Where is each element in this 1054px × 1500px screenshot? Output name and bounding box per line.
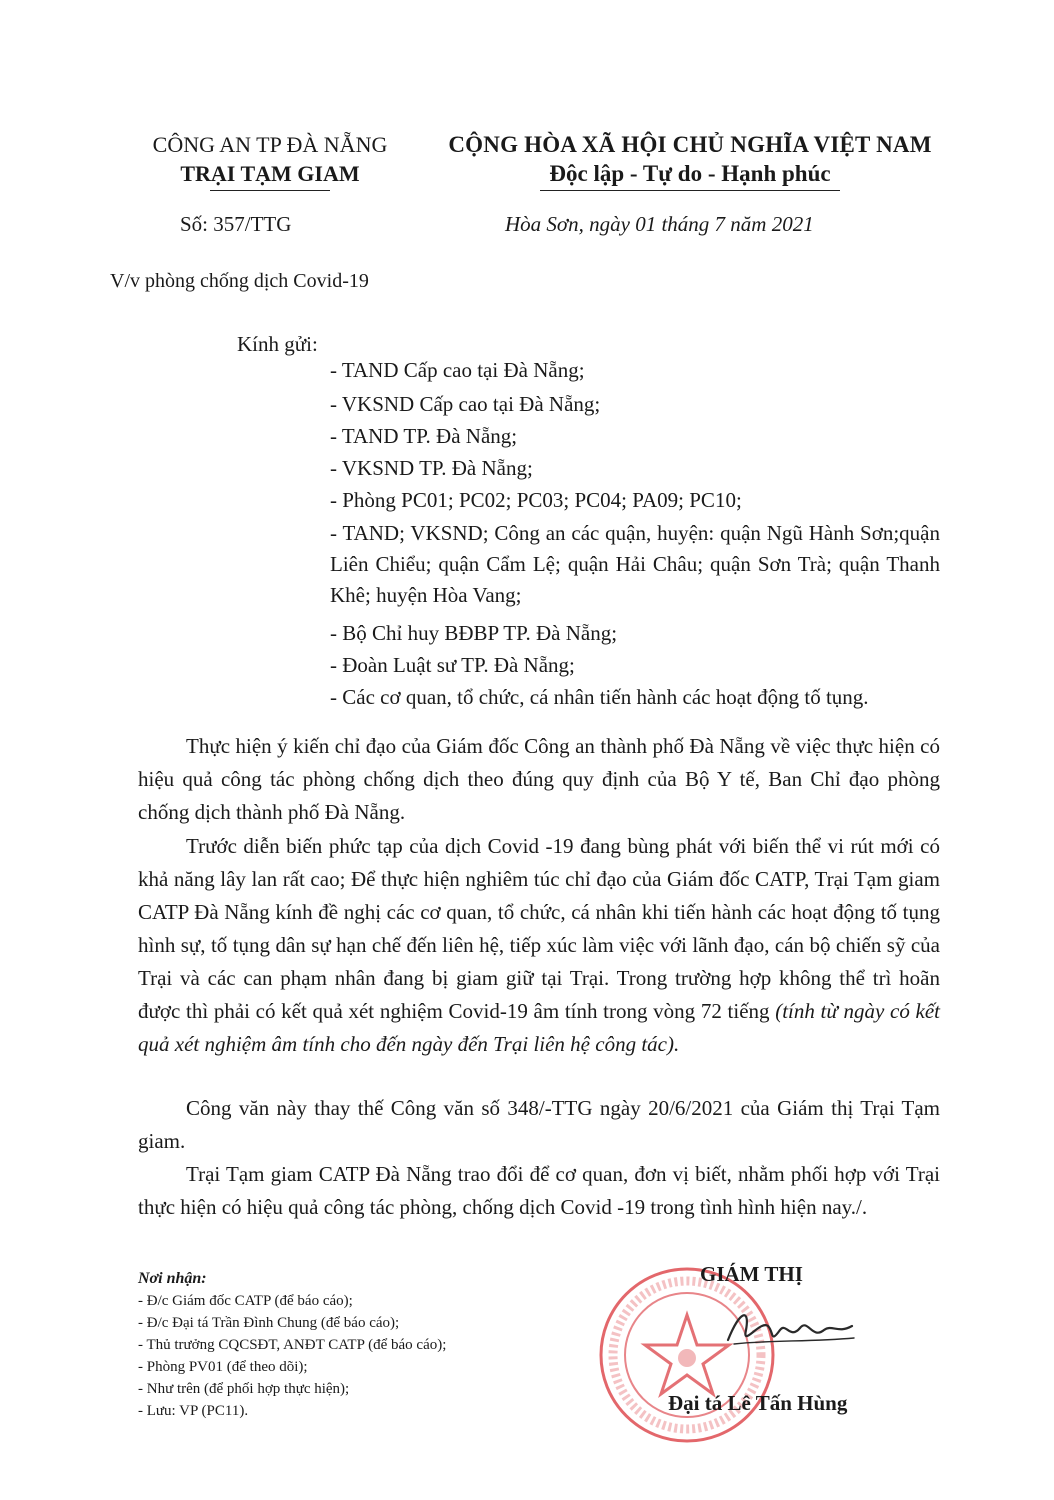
- recipient-item: - VKSND Cấp cao tại Đà Nẵng;: [330, 392, 601, 416]
- issuing-agency: [110, 130, 430, 191]
- paragraph-text: Công văn này thay thế Công văn số 348/-TTG ngày 20/6/2021 của Giám thị Trại Tạm giam.: [138, 1096, 940, 1153]
- body-paragraph-1: [138, 730, 940, 829]
- nation-name: CỘNG HÒA XÃ HỘI CHỦ NGHĨA VIỆT NAM: [448, 132, 932, 157]
- paragraph-italic-note: (tính từ ngày có kết quả xét nghiệm âm tính cho đến ngày đến Trại liên hệ công tác).: [138, 999, 940, 1056]
- recipients-label: Kính gửi:: [237, 332, 318, 356]
- recipient-item: - Bộ Chỉ huy BĐBP TP. Đà Nẵng;: [330, 621, 618, 645]
- national-header: [420, 130, 960, 191]
- recipient-item: - TAND TP. Đà Nẵng;: [330, 424, 518, 448]
- agency-line1: CÔNG AN TP ĐÀ NẴNG: [152, 132, 388, 157]
- distribution-item: - Thủ trưởng CQCSĐT, ANĐT CATP (để báo cáo);: [138, 1337, 447, 1353]
- document-date: Hòa Sơn, ngày 01 tháng 7 năm 2021: [505, 212, 814, 236]
- signer-title: GIÁM THỊ: [700, 1262, 803, 1286]
- document-subject: V/v phòng chống dịch Covid-19: [110, 270, 369, 292]
- distribution-title: Nơi nhận:: [138, 1270, 207, 1287]
- recipient-item: - TAND Cấp cao tại Đà Nẵng;: [330, 358, 585, 382]
- body-paragraph-3: [138, 1092, 940, 1158]
- handwritten-signature-icon: [720, 1300, 860, 1360]
- motto-underline: [540, 190, 840, 191]
- paragraph-text: Trước diễn biến phức tạp của dịch Covid -19 đang bùng phát với biến thể vi rút mới có khả năng lây lan rất cao; Để thực hiện nghiêm túc chỉ đạo của Giám đốc CATP, Trại Tạm giam CATP Đà Nẵng kính đề nghị các cơ quan, tổ chức, cá nhân khi tiến hành các hoạt động tố tụng hình sự, tố tụng dân sự hạn chế đến liên hệ, tiếp xúc làm việc với lãnh đạo, cán bộ chiến sỹ của Trại và các can phạm nhân đang bị giam giữ tại Trại. Trong trường hợp không thể trì hoãn được thì phải có kết quả xét nghiệm Covid-19 âm tính trong vòng 72 tiếng: [138, 834, 940, 1023]
- distribution-item: - Đ/c Đại tá Trần Đình Chung (để báo cáo);: [138, 1315, 400, 1331]
- signer-name: Đại tá Lê Tấn Hùng: [668, 1391, 848, 1415]
- document-number: Số: 357/TTG: [180, 212, 292, 236]
- recipient-item: - Phòng PC01; PC02; PC03; PC04; PA09; PC10;: [330, 488, 742, 512]
- recipient-item: - Đoàn Luật sư TP. Đà Nẵng;: [330, 653, 575, 677]
- paragraph-text: Trại Tạm giam CATP Đà Nẵng trao đổi để cơ quan, đơn vị biết, nhằm phối hợp với Trại thực hiện có hiệu quả công tác phòng, chống dịch Covid -19 trong tình hình hiện nay./.: [138, 1162, 940, 1219]
- recipient-item: - Các cơ quan, tổ chức, cá nhân tiến hành các hoạt động tố tụng.: [330, 685, 869, 709]
- distribution-item: - Đ/c Giám đốc CATP (để báo cáo);: [138, 1293, 353, 1309]
- paragraph-text: Thực hiện ý kiến chỉ đạo của Giám đốc Công an thành phố Đà Nẵng về việc thực hiện có hiệu quả công tác phòng chống dịch theo đúng quy định của Bộ Y tế, Ban Chỉ đạo phòng chống dịch thành phố Đà Nẵng.: [138, 734, 940, 824]
- distribution-item: - Như trên (để phối hợp thực hiện);: [138, 1381, 350, 1397]
- recipient-item: - TAND; VKSND; Công an các quận, huyện: quận Ngũ Hành Sơn;quận Liên Chiểu; quận Cẩm Lệ; quận Hải Châu; quận Sơn Trà; quận Thanh Khê; huyện Hòa Vang;: [330, 521, 940, 607]
- agency-underline: [210, 190, 330, 191]
- distribution-list: [138, 1268, 446, 1422]
- body-paragraph-2: [138, 830, 940, 1061]
- national-motto: Độc lập - Tự do - Hạnh phúc: [549, 161, 831, 186]
- distribution-item: - Phòng PV01 (để theo dõi);: [138, 1359, 308, 1375]
- agency-line2: TRẠI TẠM GIAM: [180, 161, 360, 186]
- distribution-item: - Lưu: VP (PC11).: [138, 1403, 249, 1419]
- body-paragraph-4: [138, 1158, 940, 1224]
- recipient-item: - VKSND TP. Đà Nẵng;: [330, 456, 533, 480]
